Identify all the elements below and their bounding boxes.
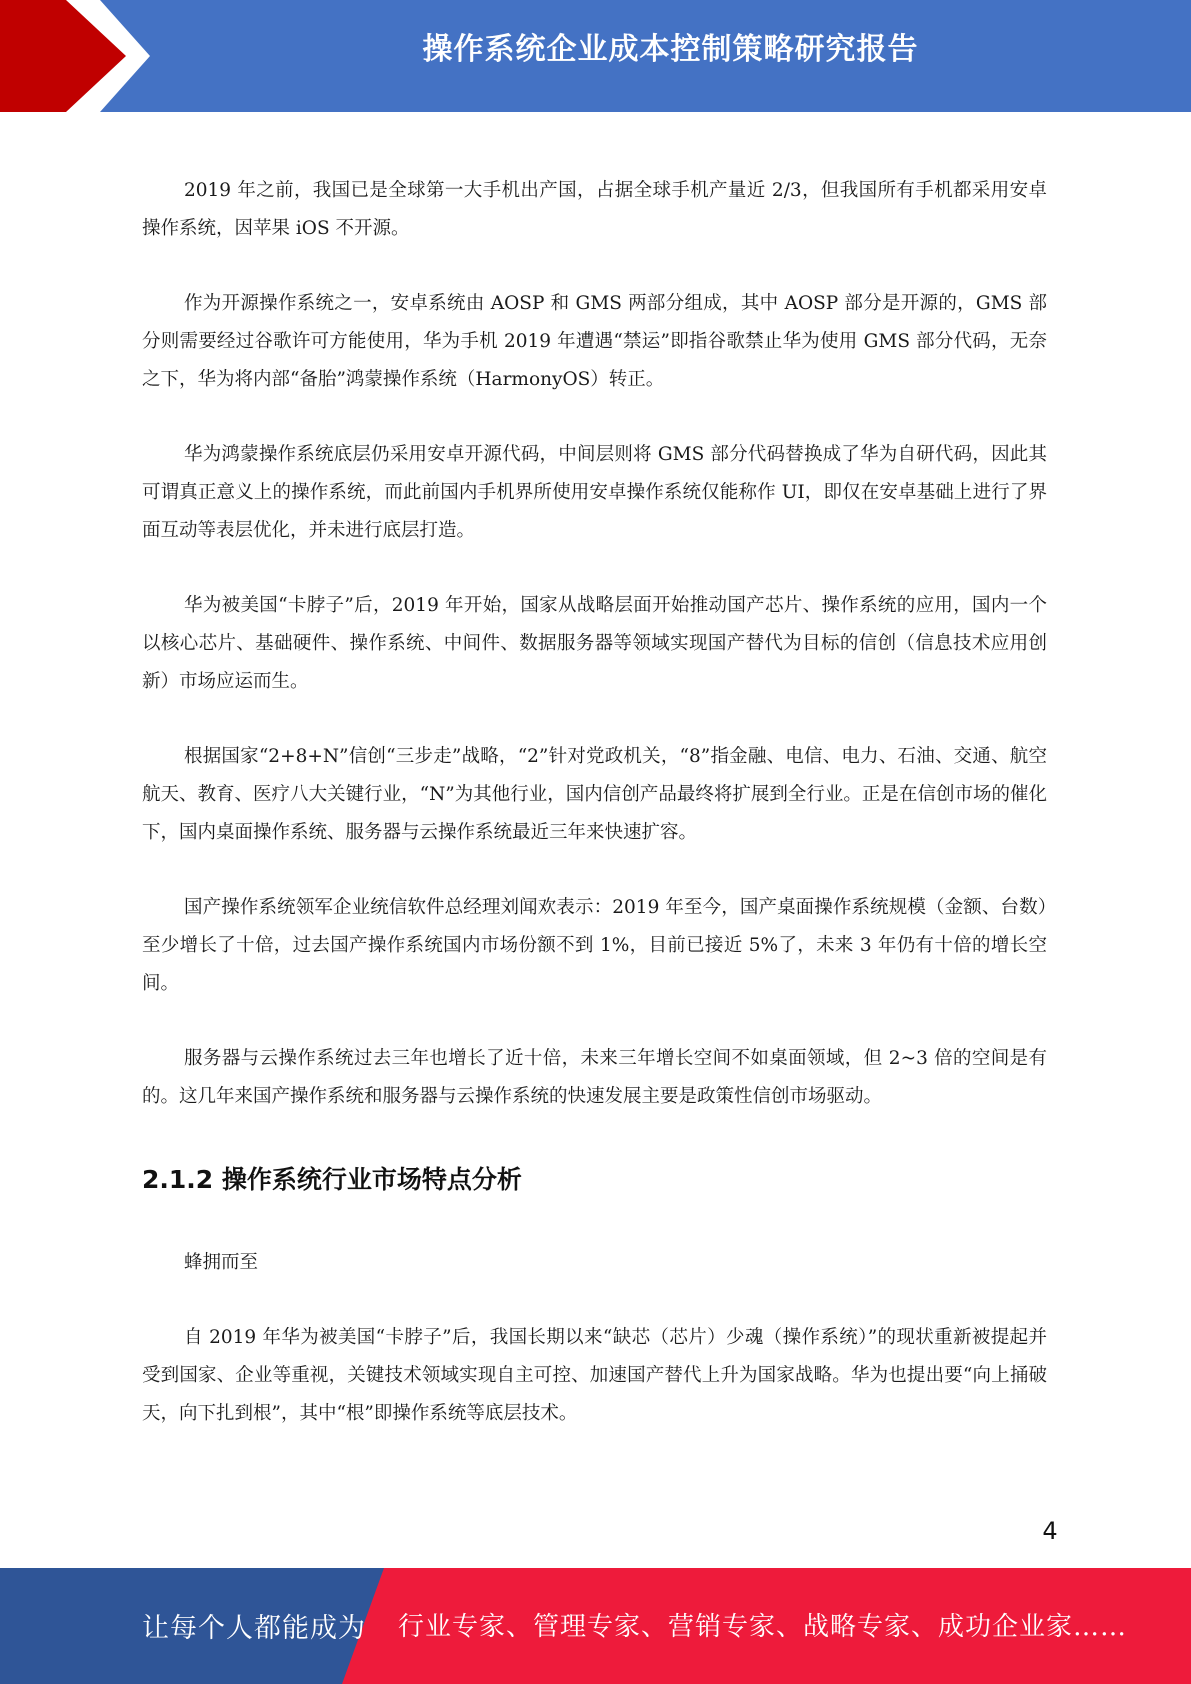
section-subheading: 蜂拥而至 [184,1252,259,1273]
footer-slogan-right: 行业专家、管理专家、营销专家、战略专家、成功企业家…… [398,1612,1128,1642]
page-number: 4 [1042,1517,1058,1545]
paragraph-3: 华为鸿蒙操作系统底层仍采用安卓开源代码，中间层则将 GMS 部分代码替换成了华为自研代码，因此其可谓真正意义上的操作系统，而此前国内手机界所使用安卓操作系统仅能称作 UI，即仅在安卓基础上进行了界面互动等表层优化，并未进行底层打造。 [142,444,1047,541]
paragraph-1: 2019 年之前，我国已是全球第一大手机出产国，占据全球手机产量近 2/3，但我国所有手机都采用安卓操作系统，因苹果 iOS 不开源。 [142,180,1047,239]
paragraph-2: 作为开源操作系统之一，安卓系统由 AOSP 和 GMS 两部分组成，其中 AOSP 部分是开源的，GMS 部分则需要经过谷歌许可方能使用，华为手机 2019 年遭遇“禁运”即指谷歌禁止华为使用 GMS 部分代码，无奈之下，华为将内部“备胎”鸿蒙操作系统（HarmonyOS）转正。 [142,293,1047,390]
footer-slogan-left: 让每个人都能成为 [142,1613,366,1644]
paragraph-6: 国产操作系统领军企业统信软件总经理刘闻欢表示：2019 年至今，国产桌面操作系统规模（金额、台数）至少增长了十倍，过去国产操作系统国内市场份额不到 1%，目前已接近 5%了，未来 3 年仍有十倍的增长空间。 [142,897,1047,994]
paragraph-7: 服务器与云操作系统过去三年也增长了近十倍，未来三年增长空间不如桌面领域，但 2~3 倍的空间是有的。这几年来国产操作系统和服务器与云操作系统的快速发展主要是政策性信创市场驱动。 [142,1048,1047,1107]
page-header [0,0,1191,112]
section-heading: 2.1.2 操作系统行业市场特点分析 [142,1165,522,1194]
section-paragraph: 自 2019 年华为被美国“卡脖子”后，我国长期以来“缺芯（芯片）少魂（操作系统）”的现状重新被提起并受到国家、企业等重视，关键技术领域实现自主可控、加速国产替代上升为国家战略。华为也提出要“向上捅破天，向下扎到根”，其中“根”即操作系统等底层技术。 [142,1327,1047,1424]
document-title: 操作系统企业成本控制策略研究报告 [422,32,919,67]
paragraph-4: 华为被美国“卡脖子”后，2019 年开始，国家从战略层面开始推动国产芯片、操作系统的应用，国内一个以核心芯片、基础硬件、操作系统、中间件、数据服务器等领域实现国产替代为目标的信创（信息技术应用创新）市场应运而生。 [142,595,1047,692]
main-content [142,172,1047,1433]
paragraph-5: 根据国家“2+8+N”信创“三步走”战略，“2”针对党政机关，“8”指金融、电信、电力、石油、交通、航空航天、教育、医疗八大关键行业，“N”为其他行业，国内信创产品最终将扩展到全行业。正是在信创市场的催化下，国内桌面操作系统、服务器与云操作系统最近三年来快速扩容。 [142,746,1047,843]
page-footer [0,1568,1191,1684]
